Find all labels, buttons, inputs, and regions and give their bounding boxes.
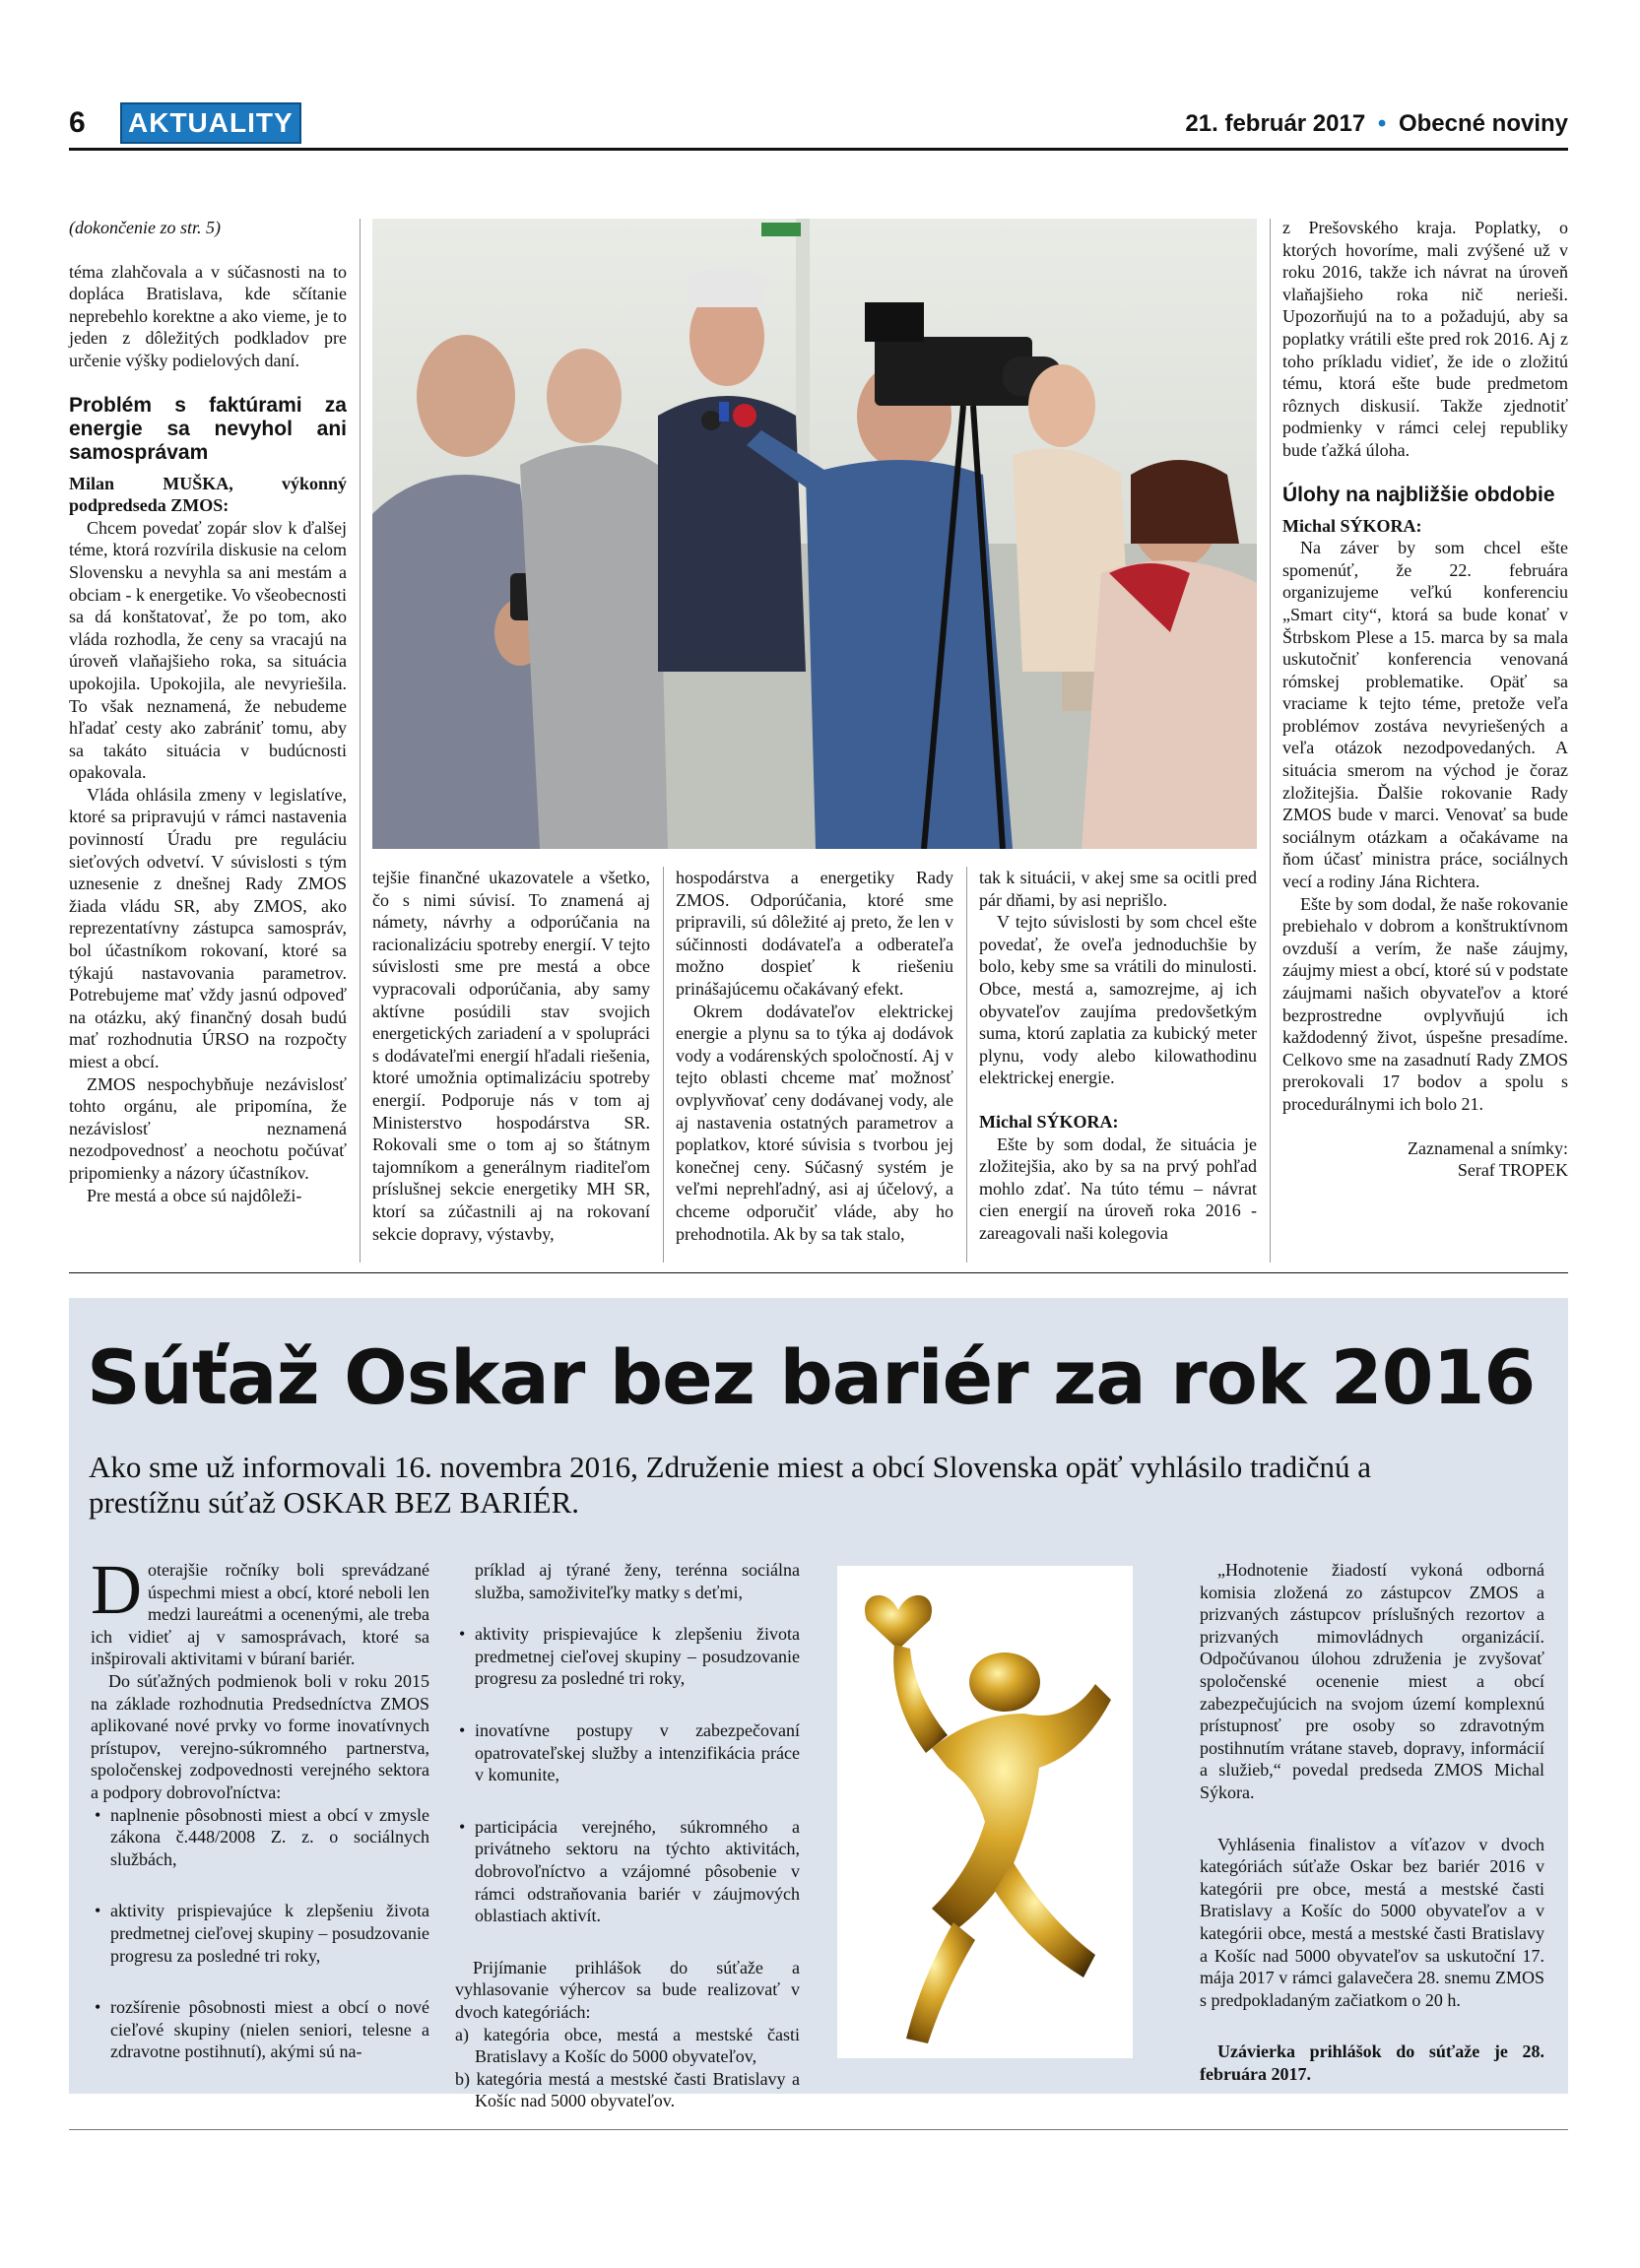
list-item: • aktivity prispievajúce k zlepšeniu života predmetnej cieľovej skupiny – posudzovanie progresu za posledné tri roky, [455,1623,800,1690]
paragraph: tejšie finančné ukazovatele a všetko, čo s nimi súvisí. To znamená aj námety, návrhy a odporúčania na racionalizáciu spotreby energií. V tejto súvislosti sme pre mestá a obce vypracovali odporúčania, aby samy aktívne posúdili stav svojich energetických zariadení a v spolupráci s dodávateľmi energií hľadali riešenia, ktoré umožnia optimalizáciu spotreby energií. Podporuje nás v tom aj Ministerstvo hospodárstva SR. Rokovali sme o tom aj so štátnym tajomníkom a generálnym riaditeľom príslušnej sekcie energetiky MH SR, ktorí sa zúčastnili aj na rokovaní sekcie dopravy, výstavby, [372,868,650,1244]
category-b: b) kategória mestá a mestské časti Bratislavy a Košíc nad 5000 obyvateľov. [455,2068,800,2111]
paragraph: Vláda ohlásila zmeny v legislatíve, ktoré sa pripravujú v rámci nastavenia povinností Úradu pre reguláciu sieťových odvetví. V súvislosti s tým uznesenie z dnešnej Rady ZMOS žiada vládu SR, aby ZMOS, ako reprezentatívny zástupca samospráv, bol účastníkom rokovaní, ktoré sa týkajú nastavovania parametrov. Potrebujeme mať vždy jasnú odpoveď na otázku, aký finančný dosah budú mať rozhodnutia ÚRSO na rozpočty miest a obcí. [69,784,347,1071]
paragraph: Ešte by som dodal, že naše rokovanie prebiehalo v dobrom a konštruktívnom ovzduší a verím, že naše záujmy, záujmy miest a obcí, ktoré sú v podstate záujmami našich obyvateľov a ktoré bezprostredne ovplyvňujú ich každodenný život, úspešne presadíme. Celkovo sme na zasadnutí Rady ZMOS prerokovali 17 bodov a spolu s procedurálnymi ich bolo 21. [1282,893,1568,1114]
list-item: • inovatívne postupy v zabezpečovaní opatrovateľskej služby a intenzifikácia práce v komunite, [455,1719,800,1786]
paragraph: Prijímanie prihlášok do súťaže a vyhlasovanie výhercov sa bude realizovať v dvoch kategóriách: [455,1957,800,2022]
article1-column3 [676,867,953,1245]
paragraph: V tejto súvislosti by som chcel ešte povedať, že oveľa jednoduchšie by bolo, keby sme sa vrátili do minulosti. Obce, mestá a, samozrejme, aj ich obyvateľov zaujíma predovšetkým suma, ktorú zaplatia za kubický meter plynu, vody alebo kilowathodinu elektrickej energie. [979,912,1257,1088]
speaker-name: Michal SÝKORA: [1282,515,1422,536]
paragraph: téma zlahčovala a v súčasnosti na to dopláca Bratislava, kde sčítanie neprebehlo korektne a ako vieme, je to jeden z dôležitých podkladov pre určenie výšky podielových daní. [69,261,347,370]
dropcap: D [91,1550,142,1629]
photo-credit: Zaznamenal a snímky: [1408,1137,1568,1158]
paragraph: Na záver by som chcel ešte spomenúť, že 22. februára organizujeme veľkú konferenciu „Smart city“, ktorá sa bude konať v Štrbskom Plese a 15. marca by sa mala uskutočniť konferencia venovaná rómskej problematike. Opäť sa vraciame k tejto téme, pretože veľa problémov zostáva nevyriešených a veľa otázok nezodpovedaných. A situácia smerom na východ je čoraz zložitejšia. Ďalšie rokovanie Rady ZMOS bude v marci. Venovať sa bude sociálnym otázkam a očakávame na ňom účasť ministra práce, sociálnych vecí a rodiny Jána Richtera. [1282,538,1568,892]
subheading: Úlohy na najbližšie obdobie [1282,483,1555,506]
article-separator [69,1272,1568,1273]
criteria-list [91,1804,429,2063]
article1-column5 [1282,217,1568,1182]
issue-date: 21. február 2017 [1185,110,1366,137]
list-item: • aktivity prispievajúce k zlepšeniu života predmetnej cieľovej skupiny – posudzovanie progresu za posledné tri roky, [91,1900,429,1967]
oskar-column1 [91,1550,429,2093]
quote-paragraph: „Hodnotenie žiadostí vykoná odborná komisia zložená zo zástupcov ZMOS a prizvaných zástupcov príslušných rezortov a prizvaných mimovládnych organizácií. Odpočúvanou úlohou združenia je zvyšovať spoločenské ocenenie miest a obcí zabezpečujúcich na svojom území komplexnú prístupnosť pre osoby so zdravotným postihnutím vrátane staveb, dopravy, informácií a služieb,“ povedal predseda ZMOS Michal Sýkora. [1200,1560,1544,1802]
column-divider [663,867,664,1263]
column-divider [1270,219,1271,1263]
photo-credit-name: Seraf TROPEK [1457,1160,1568,1181]
list-item: • rozšírenie pôsobnosti miest a obcí o nové cieľové skupiny (nielen seniori, telesne a zdravotne postihnutí), akými sú na- [91,1996,429,2063]
paragraph: Chcem povedať zopár slov k ďalšej téme, ktorá rozvírila diskusie na celom Slovensku a nevyhla sa ani mestám a obciam - k energetike. Vo všeobecnosti sa dá konštatovať, že po tom, ako vláda rozhodla, že ceny sa vracajú na úroveň vlaňajšieho roka, sa situácia upokojila. Upokojila, ale nevyriešila. To však neznamená, že nebudeme hľadať cesty ako zabrániť tomu, aby sa takáto situácia v budúcnosti opakovala. [69,517,347,783]
paragraph: hospodárstva a energetiky Rady ZMOS. Odporúčania, ktoré sme pripravili, sú dôležité aj preto, že len v súčinnosti dodávateľa a odberateľa možno dospieť k riešeniu prinášajúcemu očakávaný efekt. [676,868,953,999]
oskar-headline: Súťaž Oskar bez bariér za rok 2016 [87,1333,1536,1421]
oskar-lead: Ako sme už informovali 16. novembra 2016, Združenie miest a obcí Slovenska opäť vyhlásilo tradičnú a prestížnu súťaž OSKAR BEZ BARIÉR. [89,1450,1372,1520]
list-item: • participácia verejného, súkromného a privátneho sektoru na týchto aktivitách, dobrovoľníctvo a vzájomné pôsobenie v rámci odstraňovania bariér v záujmových oblastiach aktivít. [455,1816,800,1927]
criteria-list [455,1623,800,1927]
speaker-name: Milan MUŠKA, výkonný podpredseda ZMOS: [69,473,347,516]
paragraph: z Prešovského kraja. Poplatky, o ktorých hovoríme, mali zvýšené už v roku 2016, takže ich návrat na úroveň vlaňajšieho roka nič nerieši. Upozorňujú na to a požadujú, aby sa poplatky vrátili ešte pred rok 2016. Aj z toho príkladu vidieť, že ide o zložitú tému, ktorá ešte bude predmetom rôznych diskusií. Takže zjednotiť podmienky v rámci celej republiky bude ťažká úloha. [1282,218,1568,460]
section-label: AKTUALITY [120,102,301,144]
list-item: • naplnenie pôsobnosti miest a obcí v zmysle zákona č.448/2008 Z. z. o sociálnych službách, [91,1804,429,1871]
paragraph: Okrem dodávateľov elektrickej energie a plynu sa to týka aj dodávok vody a vodárenských spoločností. Aj v tejto oblasti chceme mať možnosť ovplyvňovať ceny dodávanej vody, ale aj nastavenia ostatných parametrov a poplatkov, ktoré súvisia s tvorbou jej konečnej ceny. Súčasný systém je veľmi neprehľadný, asi aj účelový, a chceme odporučiť vláde, aby ho prehodnotila. Ak by sa tak stalo, [676,1001,953,1244]
subheading: Problém s faktúrami za energie sa nevyhol ani samosprávam [69,393,347,464]
header-rule [69,148,1568,151]
page-number: 6 [69,106,86,139]
paragraph: tak k situácii, v akej sme sa ocitli pred pár dňami, by asi neprišlo. [979,868,1257,910]
paragraph: Pre mestá a obce sú najdôleži- [87,1185,302,1205]
paragraph: Do súťažných podmienok boli v roku 2015 na základe rozhodnutia Predsedníctva ZMOS aplikované nové prvky vo forme inovatívnych prístupov, verejno-súkromného partnerstva, spoločenskej zodpovednosti verejného sektora a podpory dobrovoľníctva: [91,1670,429,1802]
article1-column4 [979,867,1257,1245]
continued-note: (dokončenie zo str. 5) [69,218,221,237]
column-divider [360,219,361,1263]
oskar-statuette-image [837,1566,1133,2058]
oskar-column3 [1200,1559,1544,2085]
header-right [1185,110,1568,138]
page-header [69,102,1568,146]
paragraph: Doterajšie ročníky boli sprevádzané úspechmi miest a obcí, ktoré neboli len medzi laureátmi a ocenenými, ale treba ich vidieť aj v samosprávach, ktoré sa inšpirovali aktivitami v búraní bariér. [91,1550,429,1669]
column-divider [966,867,967,1263]
oskar-column2 [455,1559,800,2112]
bottom-rule [69,2129,1568,2130]
publication-name: Obecné noviny [1398,110,1568,137]
press-photo [372,219,1257,849]
paragraph: Ešte by som dodal, že situácia je zložitejšia, ako by sa na prvý pohľad mohlo zdať. Na túto tému – návrat cien energií na úroveň roka 2016 - zareagovali naši kolegovia [979,1134,1257,1243]
paragraph: príklad aj týrané ženy, terénna sociálna služba, samoživiteľky matky s deťmi, [475,1560,800,1602]
deadline-note: Uzávierka prihlášok do súťaže je 28. februára 2017. [1200,2041,1544,2084]
article1-column1 [69,217,347,1206]
paragraph: Vyhlásenia finalistov a víťazov v dvoch kategóriách súťaže Oskar bez bariér 2016 v kategórii pre obce, mestá a mestské časti Bratislavy a Košíc do 5000 obyvateľov a v kategórii obce, mestá a mestské časti Bratislavy a Košíc nad 5000 obyvateľov sa uskutoční 17. mája 2017 v rámci galavečera 28. snemu ZMOS s predpokladaným začiatkom o 20 h. [1200,1834,1544,2010]
category-a: a) kategória obce, mestá a mestské časti Bratislavy a Košíc do 5000 obyvateľov, [455,2024,800,2067]
paragraph: ZMOS nespochybňuje nezávislosť tohto orgánu, ale pripomína, že nezávislosť neznamená nezodpovednosť a neochotu počúvať pripomienky a názory účastníkov. [69,1073,347,1183]
article1-column2 [372,867,650,1245]
speaker-name: Michal SÝKORA: [979,1111,1119,1132]
bullet-separator: • [1377,110,1387,137]
